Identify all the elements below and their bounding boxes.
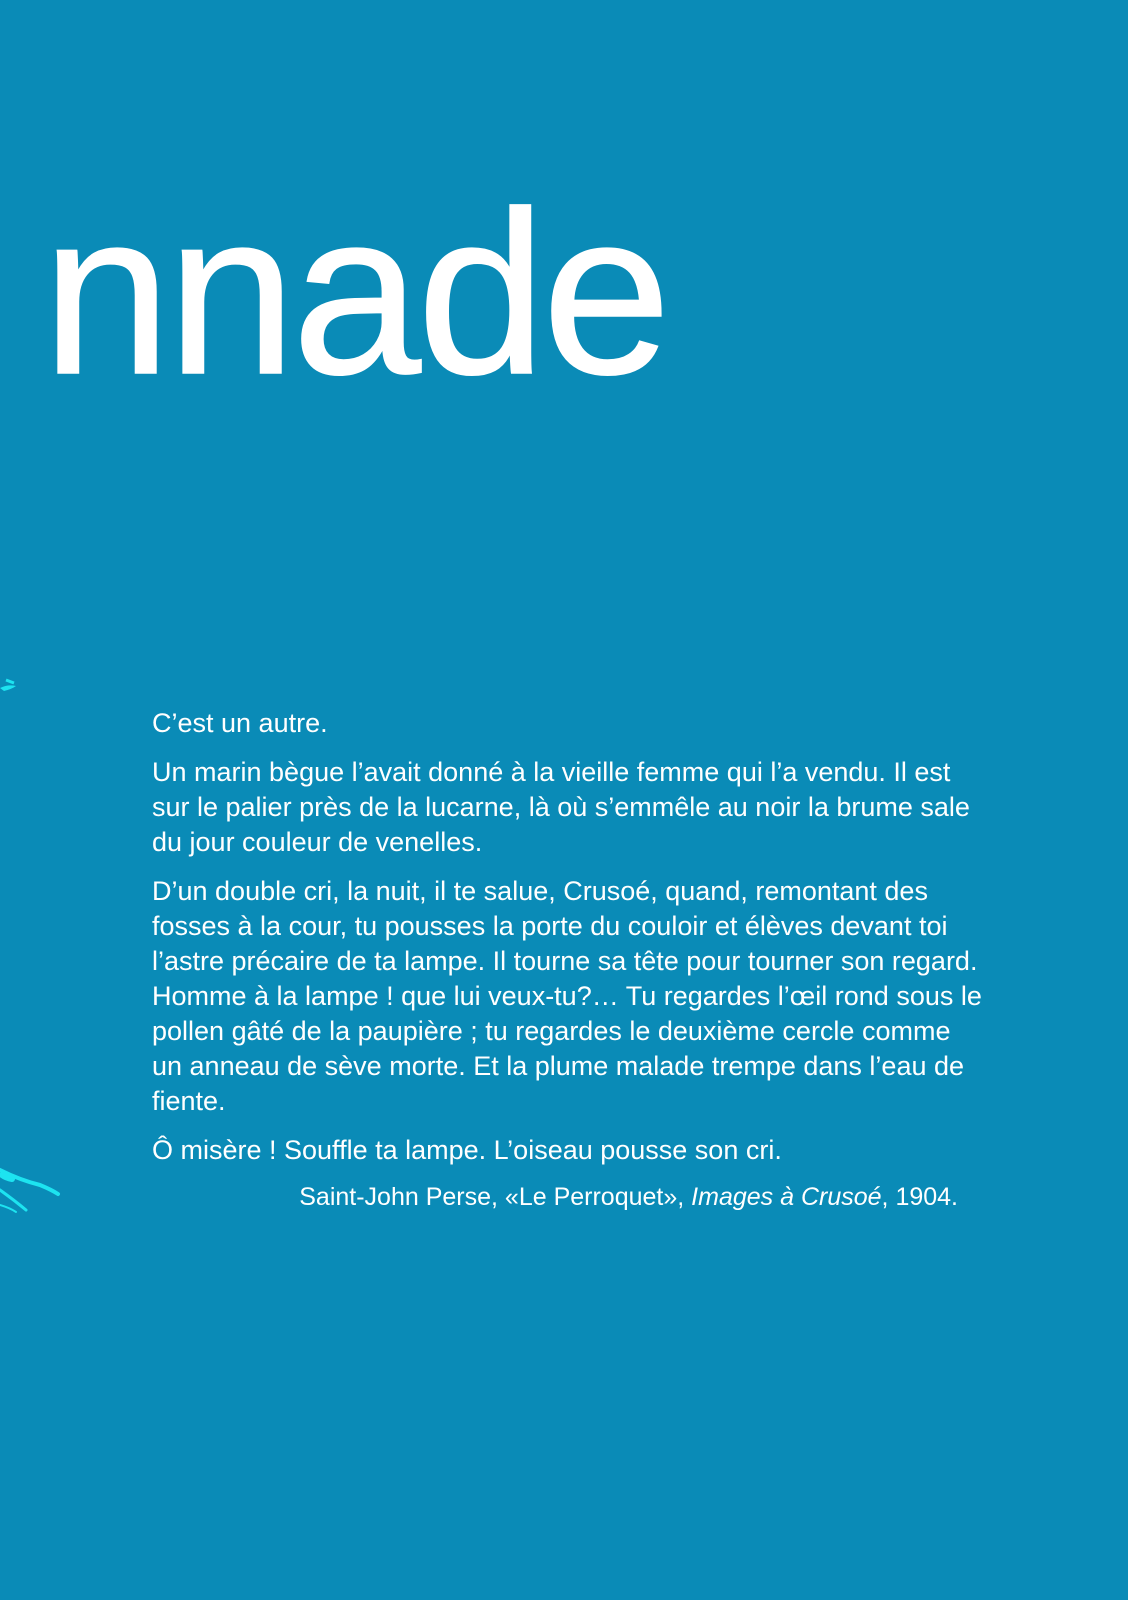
attribution-year: , 1904. (881, 1183, 958, 1211)
paragraph-3: D’un double cri, la nuit, il te salue, Crusoé, quand, remontant des fosses à la cour, tu pousses la porte du couloir et élèves devant toi l’astre précaire de ta lampe. Il tourne sa tête pour tourner son regard. Homme à la lampe ! que lui veux-tu?… Tu regardes l’œil rond sous le pollen gâté de la paupière ; tu regardes le deuxième cercle comme un anneau de sève morte. Et la plume malade trempe dans l’eau de fiente. (152, 876, 982, 1116)
poem-text (152, 706, 982, 1212)
attribution (152, 1182, 982, 1212)
ink-stroke-decoration (0, 670, 80, 1250)
paragraph-1: C’est un autre. (152, 708, 328, 738)
attribution-work: Images à Crusoé (691, 1183, 882, 1211)
attribution-author: Saint-John Perse, «Le Perroquet», (299, 1183, 692, 1211)
paragraph-4: Ô misère ! Souffle ta lampe. L’oiseau pousse son cri. (152, 1135, 782, 1165)
headline: nnade (42, 164, 668, 423)
paragraph-2: Un marin bègue l’avait donné à la vieille femme qui l’a vendu. Il est sur le palier près de la lucarne, là où s’emmêle au noir la brume sale du jour couleur de venelles. (152, 757, 970, 857)
